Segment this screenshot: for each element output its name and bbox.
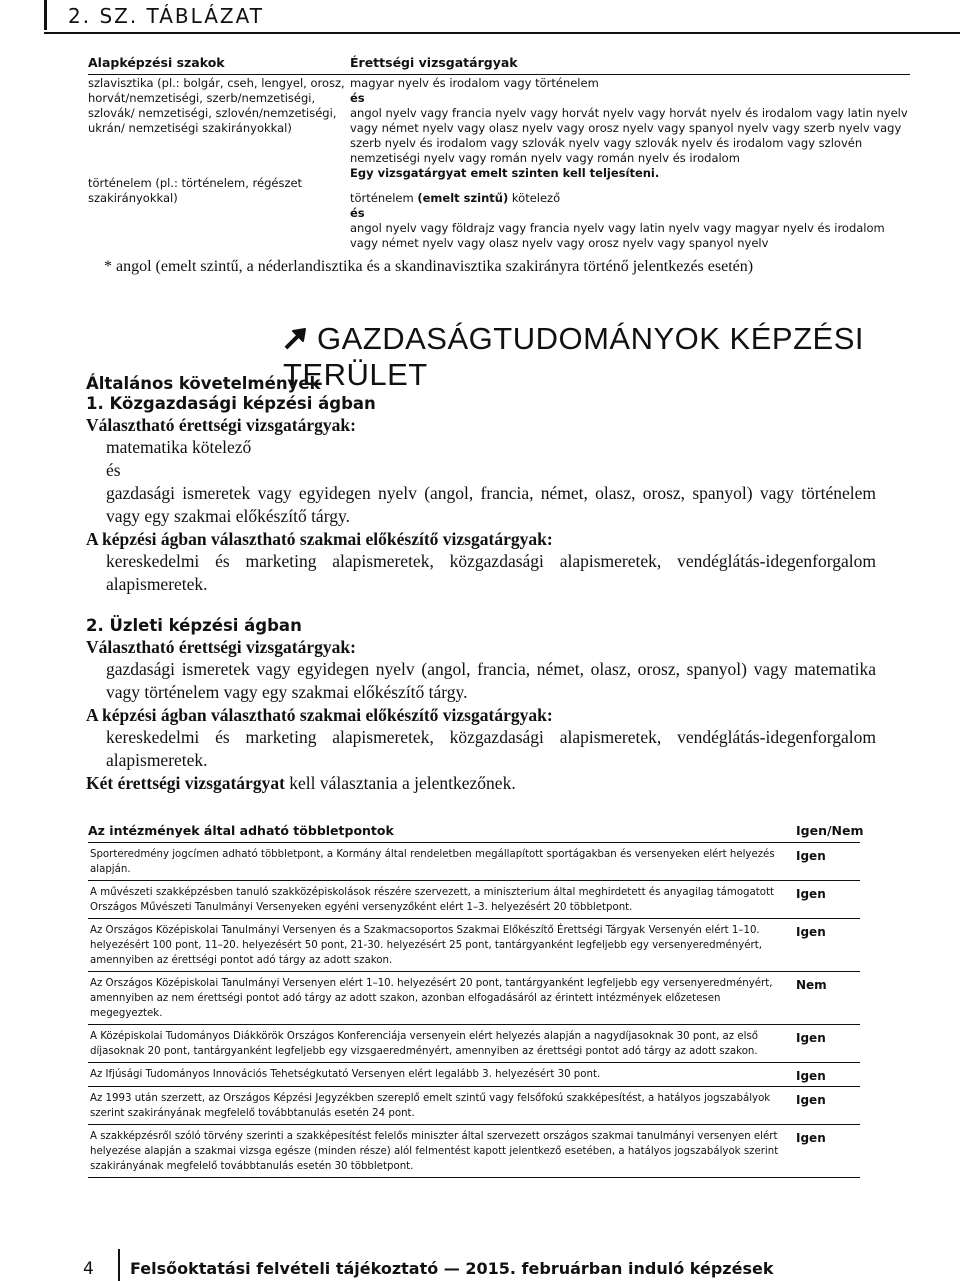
table-row-1-subject-2: angol nyelv vagy francia nyelv vagy horvát nyelv vagy horvát nyelv és irodalom vagy latin nyelv vagy német nyelv vagy olasz nyelv vagy orosz nyelv vagy spanyol nyelv vagy szerb nyelv vagy szerb nyelv és irodalom vagy szlovák nyelv vagy szlovák nyelv és irodalom vagy szlovén nemzetiségi nyelv vagy román nyelv vagy román nyelv és irodalom bbox=[350, 106, 908, 165]
table-row bbox=[88, 1087, 860, 1125]
table-row-2-left: történelem (pl.: történelem, régészet szakirányokkal) bbox=[88, 176, 303, 205]
branch-2-line-1: gazdasági ismeretek vagy egyidegen nyelv (angol, francia, német, olasz, orosz, spanyol) vagy matematika vagy történelem vagy egy szakmai előkészítő tárgy. bbox=[106, 659, 876, 702]
table-row-text: A Középiskolai Tudományos Diákkörök Országos Konferenciája versenyein elért helyezés alapján a nagydíjasoknak 30 pont, az első díjasoknak 20 pont, tantárgyanként legfeljebb egy vizsgaeredményért, amennyiben az érettségi pontot adó tárgy az adott szakon. bbox=[90, 1031, 758, 1057]
branch-1-subheading-2: A képzési ágban választható szakmai előkészítő vizsgatárgyak: bbox=[86, 529, 553, 549]
branch-1-subheading-1: Választható érettségi vizsgatárgyak: bbox=[86, 415, 356, 435]
table-row-2-subject-1 bbox=[350, 191, 910, 206]
table-row-text: Az Országos Középiskolai Tanulmányi Versenyen és a Szakmacsoportos Szakmai Előkészítő Érettségi Tárgyak Versenyén elért 1–10. helyezésért 100 pont, 11–20. helyezésért 50 pont, 21-30. helyezésért 25 pont, tantárgyanként legfeljebb egy versenyeredményért, amennyiben az érettségi pontot adó tárgy az adott szakon. bbox=[90, 925, 762, 966]
branch-2-subheading-1: Választható érettségi vizsgatárgyak: bbox=[86, 637, 356, 657]
table-row-value: Igen bbox=[796, 1131, 826, 1145]
table-header-left: Alapképzési szakok bbox=[88, 55, 225, 70]
table-row-text: Az 1993 után szerzett, az Országos Képzési Jegyzékben szereplő emelt szintű vagy felsőfokú szakképesítést, a hatályos jogszabályok szerint szakirányának megfelelő továbbtanulás esetén 24 pont. bbox=[90, 1093, 771, 1119]
closing-sentence bbox=[86, 772, 876, 795]
table-row-text: Az Ifjúsági Tudományos Innovációs Tehetségkutató Versenyen elért legalább 3. helyezésért 30 pont. bbox=[90, 1069, 601, 1080]
table-row-text: A művészeti szakképzésben tanuló szakközépiskolások részére szervezett, a miniszterium által meghirdetett és anyagilag támogatott Országos Művészeti Tanulmányi Versenyeken egyéni versenyzőként elért 1–3. helyezésért 20 többletpont. bbox=[90, 887, 774, 913]
closing-rest: kell választania a jelentkezőnek. bbox=[284, 773, 516, 793]
table-row-2-subject-1-a: történelem bbox=[350, 191, 418, 205]
branch-2-line-2: kereskedelmi és marketing alapismeretek, közgazdasági alapismeretek, vendéglátás-idegenforgalom alapismeretek. bbox=[106, 727, 876, 770]
table-row bbox=[88, 1025, 860, 1063]
table-right-column bbox=[350, 55, 910, 251]
footnote: * angol (emelt szintű, a néderlandisztika és a skandinavisztika szakirányra történő jelentkezés esetén) bbox=[104, 258, 754, 275]
section-title: GAZDASÁGTUDOMÁNYOK KÉPZÉSI TERÜLET bbox=[283, 321, 864, 392]
arrow-icon bbox=[283, 327, 307, 351]
branch-1-line-2: és bbox=[106, 460, 121, 480]
table-row-value: Igen bbox=[796, 1069, 826, 1083]
table-header-right: Érettségi vizsgatárgyak bbox=[350, 55, 518, 70]
table-row bbox=[88, 972, 860, 1025]
table-row-1-and: és bbox=[350, 91, 365, 105]
branch-2-subheading-2: A képzési ágban választható szakmai előkészítő vizsgatárgyak: bbox=[86, 705, 553, 725]
branch-1-heading: 1. Közgazdasági képzési ágban bbox=[86, 394, 376, 413]
table-row-2-and: és bbox=[350, 206, 365, 220]
table-row-text: A szakképzésről szóló törvény szerinti a szakképesítést felelős miniszter által szervezett országos szakmai tanulmányi versenyen elért helyezése alapján a szakmai vizsga egésze (minden része) alól felmentést kapott jelentkező esetében, a hatályos jogszabályok szerint szakirányának megfelelő továbbtanulás esetén 30 többletpont. bbox=[90, 1131, 779, 1172]
footer-bar bbox=[118, 1249, 120, 1281]
table-left-column bbox=[88, 55, 348, 206]
header-bar bbox=[44, 0, 47, 30]
table-row-value: Igen bbox=[796, 849, 826, 863]
branch-1-line-3: gazdasági ismeretek vagy egyidegen nyelv (angol, francia, német, olasz, orosz, spanyol) vagy történelem vagy egy szakmai előkészítő tárgy. bbox=[106, 483, 876, 526]
table-row-value: Igen bbox=[796, 1093, 826, 1107]
closing-bold: Két érettségi vizsgatárgyat bbox=[86, 773, 285, 793]
points-table bbox=[88, 823, 864, 1178]
table-row bbox=[88, 1063, 860, 1087]
table-row-value: Igen bbox=[796, 925, 826, 939]
table-row-value: Nem bbox=[796, 978, 827, 992]
page-number: 4 bbox=[83, 1259, 94, 1279]
table-row-2-subject-2: angol nyelv vagy földrajz vagy francia nyelv vagy latin nyelv vagy magyar nyelv és irodalom vagy német nyelv vagy olasz nyelv vagy orosz nyelv vagy spanyol nyelv bbox=[350, 221, 885, 250]
table-row-2-subject-1-level: (emelt szintű) bbox=[417, 191, 509, 205]
table-row-value: Igen bbox=[796, 1031, 826, 1045]
branch-1-line-4: kereskedelmi és marketing alapismeretek, közgazdasági alapismeretek, vendéglátás-idegenforgalom alapismeretek. bbox=[106, 551, 876, 594]
table-row-value: Igen bbox=[796, 887, 826, 901]
points-table-header bbox=[88, 823, 864, 843]
table-row-2-subject-1-c: kötelező bbox=[508, 191, 561, 205]
table-row bbox=[88, 919, 860, 972]
table-row-1-note: Egy vizsgatárgyat emelt szinten kell teljesíteni. bbox=[350, 166, 660, 180]
footer-text: Felsőoktatási felvételi tájékoztató — 2015. februárban induló képzések bbox=[130, 1259, 774, 1278]
points-table-col-1: Az intézmények által adható többletpontok bbox=[88, 823, 394, 838]
table-row-text: Az Országos Középiskolai Tanulmányi Versenyen elért 1–10. helyezésért 20 pont, tantárgyanként legfeljebb egy versenyeredményért, amennyiben az nem érettségi pontot adó tárgy az adott szakon, azonban elfogadásáról az érintett intézmények előzetesen megegyeztek. bbox=[90, 978, 773, 1019]
table-row bbox=[88, 843, 860, 881]
requirements-body bbox=[86, 374, 876, 795]
table-row bbox=[88, 881, 860, 919]
table-row-text: Sporteredmény jogcímen adható többletpont, a Kormány által rendeletben megállapított sportágakban és versenyeken elért helyezés alapján. bbox=[90, 849, 775, 875]
table-row-1-subject-1: magyar nyelv és irodalom vagy történelem bbox=[350, 76, 599, 90]
page-header-title: 2. SZ. TÁBLÁZAT bbox=[68, 4, 264, 28]
table-row-1-left: szlavisztika (pl.: bolgár, cseh, lengyel, orosz, horvát/nemzetiségi, szerb/nemzetiségi, szlovák/ nemzetiségi, szlovén/nemzetiségi, ukrán/ nemzetiségi szakirányokkal) bbox=[88, 76, 345, 135]
header-rule bbox=[44, 32, 960, 34]
general-heading: Általános követelmények bbox=[86, 374, 321, 393]
branch-2-heading: 2. Üzleti képzési ágban bbox=[86, 616, 302, 635]
branch-1-line-1: matematika kötelező bbox=[106, 437, 252, 457]
table-row bbox=[88, 1125, 860, 1178]
points-table-col-2: Igen/Nem bbox=[796, 823, 864, 838]
